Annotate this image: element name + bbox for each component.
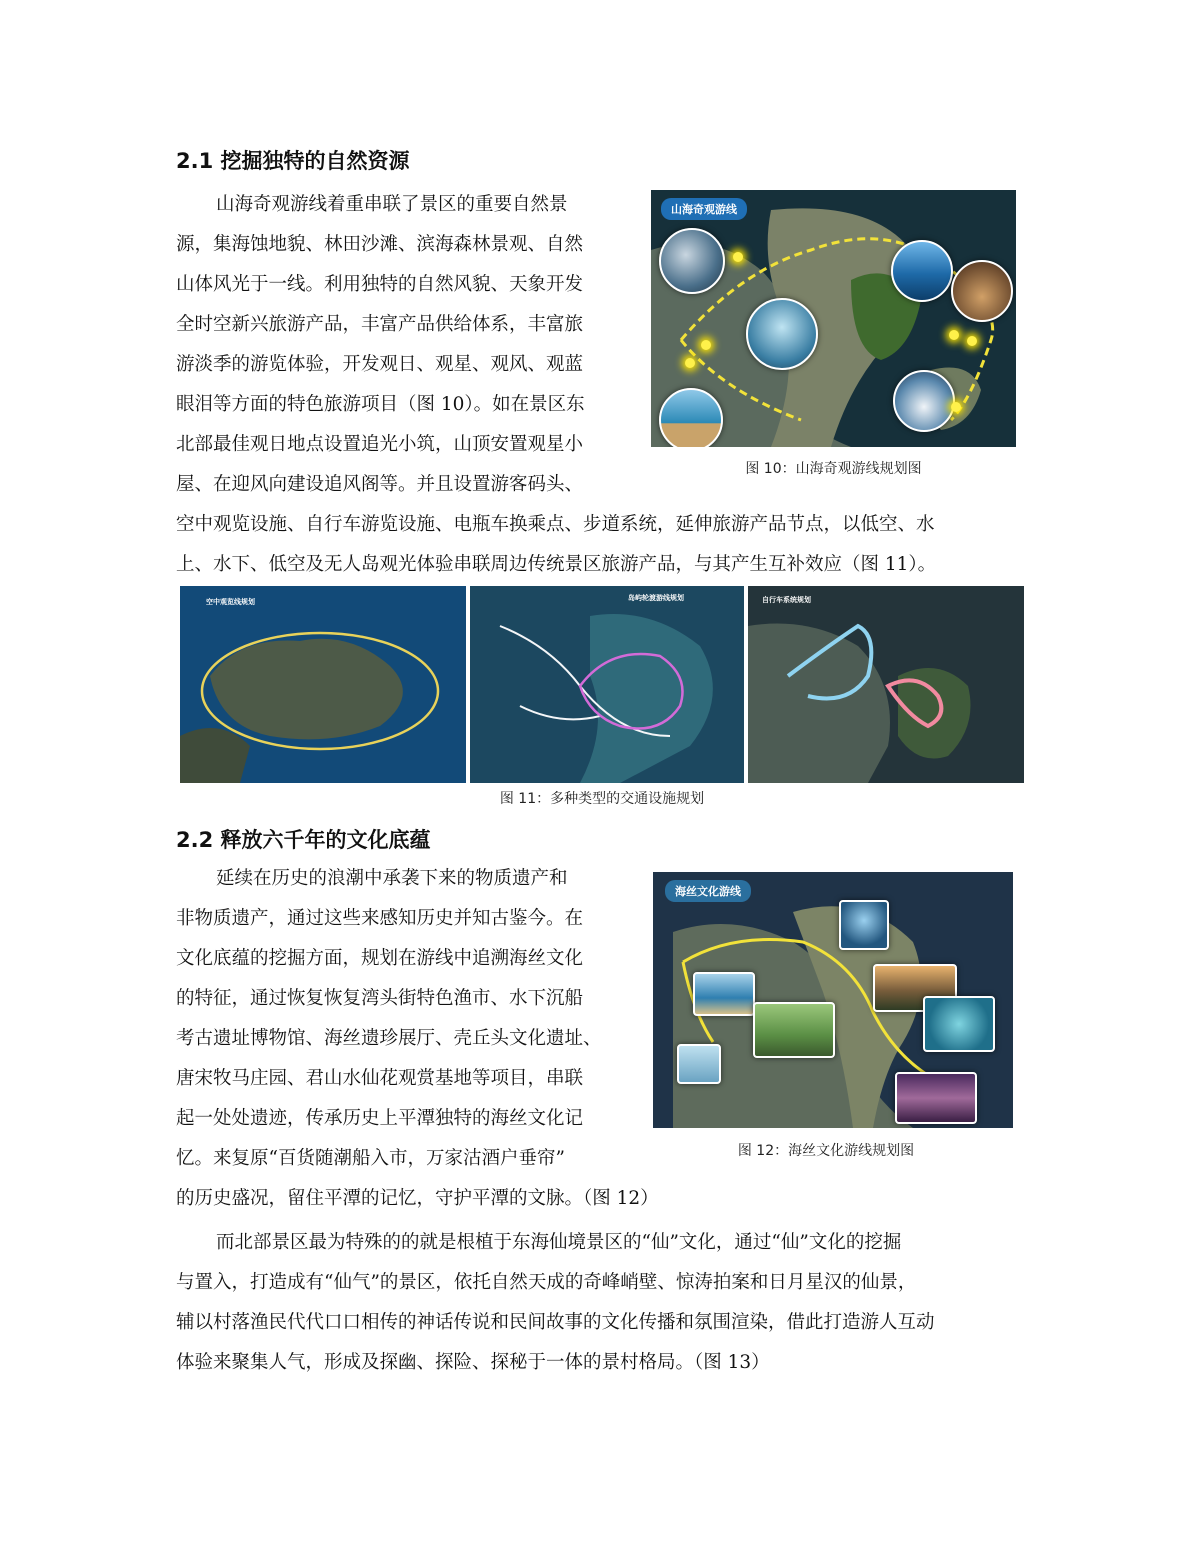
paragraph-line: 北部最佳观日地点设置追光小筑，山顶安置观星小 <box>176 434 584 455</box>
paragraph-line: 空中观览设施、自行车游览设施、电瓶车换乘点、步道系统，延伸旅游产品节点，以低空、水 <box>176 514 935 535</box>
paragraph-line: 文化底蕴的挖掘方面，规划在游线中追溯海丝文化 <box>176 948 584 969</box>
photo-coastal-village <box>677 1044 721 1084</box>
figure-11-panel-bike <box>748 586 1024 783</box>
paragraph-line: 的历史盛况，留住平潭的记忆，守护平潭的文脉。（图 12） <box>176 1188 659 1209</box>
photo-museum-interior <box>839 900 889 950</box>
paragraph-line: 眼泪等方面的特色旅游项目（图 10）。如在景区东 <box>176 394 585 415</box>
figure-12-map <box>653 872 1013 1128</box>
air-route-map-art <box>180 586 466 783</box>
paragraph-line: 体验来聚集人气，形成及探幽、探险、探秘于一体的景村格局。（图 13） <box>176 1352 770 1373</box>
photo-aquarium <box>746 298 818 370</box>
route-node <box>685 358 695 368</box>
photo-underwater <box>923 996 995 1052</box>
figure-11-panel3-title: 自行车系统规划 <box>762 596 811 604</box>
paragraph-line: 辅以村落渔民代代口口相传的神话传说和民间故事的文化传播和氛围渲染，借此打造游人互动 <box>176 1312 935 1333</box>
route-node <box>701 340 711 350</box>
route-node <box>733 252 743 262</box>
paragraph-line: 唐宋牧马庄园、君山水仙花观赏基地等项目，串联 <box>176 1068 584 1089</box>
paragraph-line: 源，集海蚀地貌、林田沙滩、滨海森林景观、自然 <box>176 234 584 255</box>
paragraph-line: 而北部景区最为特殊的的就是根植于东海仙境景区的“仙”文化，通过“仙”文化的挖掘 <box>216 1232 902 1253</box>
route-node <box>949 330 959 340</box>
paragraph-line: 延续在历史的浪潮中承袭下来的物质遗产和 <box>216 868 568 889</box>
ferry-route-map-art <box>470 586 744 783</box>
figure-11-panel-air <box>180 586 466 783</box>
photo-sea-horizon <box>891 240 953 302</box>
figure-11-panel-ferry <box>470 586 744 783</box>
figure-10-map <box>651 190 1016 447</box>
figure-12-caption: 图 12：海丝文化游线规划图 <box>737 1143 915 1159</box>
figure-11-caption: 图 11：多种类型的交通设施规划 <box>499 791 705 807</box>
paragraph-line: 考古遗址博物馆、海丝遗珍展厅、壳丘头文化遗址、 <box>176 1028 602 1049</box>
paragraph-line: 非物质遗产，通过这些来感知历史并知古鉴今。在 <box>176 908 584 929</box>
figure-10-caption: 图 10：山海奇观游线规划图 <box>745 461 922 477</box>
paragraph-line: 屋、在迎风向建设追风阁等。并且设置游客码头、 <box>176 474 584 495</box>
figure-12-title-tag: 海丝文化游线 <box>665 880 751 902</box>
figure-11-panel2-title: 岛屿轮渡游线规划 <box>628 594 684 602</box>
paragraph-line: 与置入，打造成有“仙气”的景区，依托自然天成的奇峰峭壁、惊涛拍案和日月星汉的仙景， <box>176 1272 917 1293</box>
photo-beach <box>659 388 723 447</box>
section-heading-2-1: 2.1 挖掘独特的自然资源 <box>176 149 410 173</box>
paragraph-line: 山体风光于一线。利用独特的自然风貌、天象开发 <box>176 274 584 295</box>
paragraph-line: 上、水下、低空及无人岛观光体验串联周边传统景区旅游产品，与其产生互补效应（图 11）。 <box>176 554 937 575</box>
photo-coast-rock <box>659 228 725 294</box>
paragraph-line: 全时空新兴旅游产品，丰富产品供给体系，丰富旅 <box>176 314 584 335</box>
photo-cliff <box>951 260 1013 322</box>
route-node <box>967 336 977 346</box>
bike-route-map-art <box>748 586 1024 783</box>
paragraph-line: 山海奇观游线着重串联了景区的重要自然景 <box>216 194 568 215</box>
photo-terraced-field <box>753 1002 835 1058</box>
figure-11-panel1-title: 空中观览线规划 <box>206 598 255 606</box>
paragraph-line: 起一处处遗迹，传承历史上平潭独特的海丝文化记 <box>176 1108 584 1129</box>
photo-exhibition-hall <box>895 1072 977 1124</box>
route-node <box>951 402 961 412</box>
figure-10-title-tag: 山海奇观游线 <box>661 198 747 220</box>
photo-harbor <box>693 972 755 1016</box>
photo-waves <box>893 370 955 432</box>
paragraph-line: 忆。来复原“百货随潮船入市，万家沽酒户垂帘” <box>176 1148 565 1169</box>
section-heading-2-2: 2.2 释放六千年的文化底蕴 <box>176 828 431 852</box>
paragraph-line: 的特征，通过恢复恢复湾头街特色渔市、水下沉船 <box>176 988 584 1009</box>
paragraph-line: 游淡季的游览体验，开发观日、观星、观风、观蓝 <box>176 354 584 375</box>
